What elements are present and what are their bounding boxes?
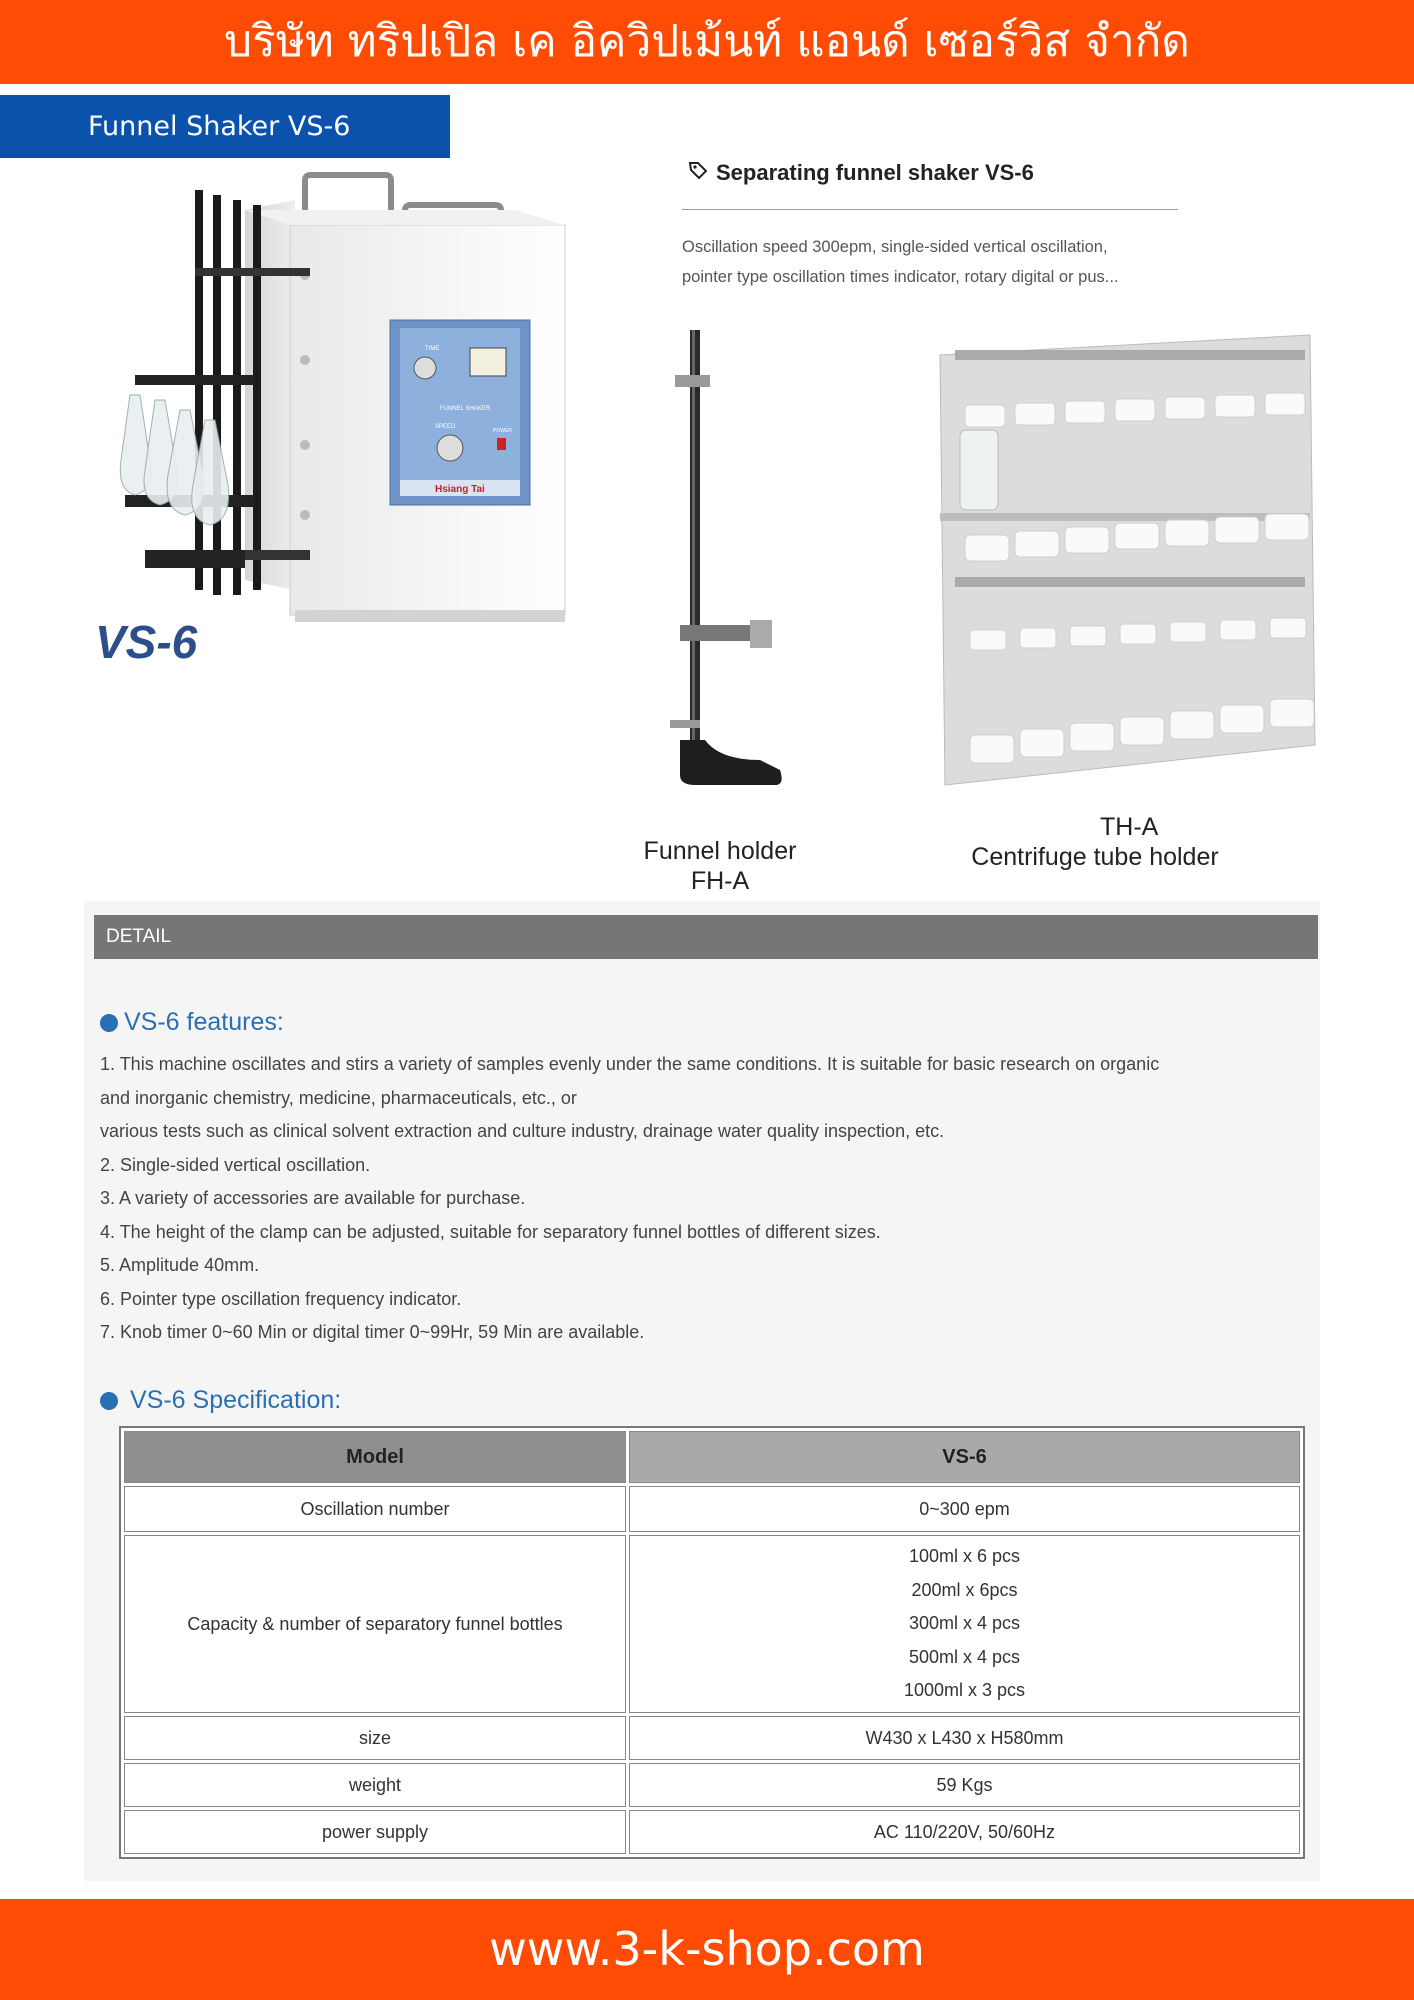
feature-line: 2. Single-sided vertical oscillation. — [100, 1154, 371, 1175]
table-row — [124, 1763, 1300, 1807]
spec-value: 0~300 epm — [629, 1486, 1300, 1532]
funnel-holder-image — [650, 320, 800, 800]
spec-value: W430 x L430 x H580mm — [629, 1716, 1300, 1760]
table-row — [124, 1716, 1300, 1760]
detail-bar: DETAIL — [94, 915, 1318, 959]
bullet-dot-icon — [100, 1014, 118, 1032]
spec-header-vs6: VS-6 — [629, 1431, 1300, 1483]
spec-value: 200ml x 6pcs — [911, 1579, 1018, 1600]
tag-icon — [688, 160, 708, 186]
features-list — [100, 1048, 1320, 1350]
funnel-holder-code: FH-A — [690, 867, 750, 895]
card-desc-line1: Oscillation speed 300epm, single-sided vertical oscillation, — [682, 238, 1108, 256]
spec-header-row — [124, 1431, 1300, 1483]
tube-holder-code: TH-A — [1100, 813, 1159, 841]
feature-line: 7. Knob timer 0~60 Min or digital timer 0~99Hr, 59 Min are available. — [100, 1322, 645, 1342]
spec-label: weight — [124, 1763, 626, 1807]
spec-value: 59 Kgs — [629, 1763, 1300, 1807]
tube-holder-image — [930, 325, 1320, 795]
feature-line: various tests such as clinical solvent extraction and culture industry, drainage water quality inspection, etc. — [100, 1121, 945, 1141]
card-description — [682, 232, 1182, 292]
panel-speed-label: SPEED — [435, 424, 456, 430]
brand-logo: Hsiang Tai — [435, 484, 485, 495]
tube-holder-caption — [960, 812, 1230, 872]
feature-line: 3. A variety of accessories are available for purchase. — [100, 1188, 526, 1208]
tube-holder-name: Centrifuge tube holder — [971, 843, 1219, 871]
feature-line: 6. Pointer type oscillation frequency indicator. — [100, 1288, 462, 1309]
bullet-dot-icon — [100, 1392, 118, 1410]
panel-time-label: TIME — [425, 346, 440, 352]
funnel-holder-caption — [620, 836, 820, 896]
card-desc-line2: pointer type oscillation times indicator, rotary digital or pus... — [682, 268, 1119, 286]
panel-title: FUNNEL SHAKER — [440, 406, 491, 412]
spec-heading-text: VS-6 Specification: — [130, 1386, 342, 1414]
spec-value-list — [629, 1535, 1300, 1713]
card-title: Separating funnel shaker VS-6 — [716, 160, 1034, 185]
spec-label: size — [124, 1716, 626, 1760]
panel-power-label: POWER — [493, 428, 512, 434]
feature-line: and inorganic chemistry, medicine, pharmaceuticals, etc., or — [100, 1087, 577, 1108]
spec-value: 500ml x 4 pcs — [908, 1646, 1021, 1667]
features-heading-text: VS-6 features: — [124, 1008, 284, 1036]
spec-label: Capacity & number of separatory funnel bottles — [124, 1535, 626, 1713]
spec-label: power supply — [124, 1810, 626, 1854]
feature-line: 4. The height of the clamp can be adjusted, suitable for separatory funnel bottles of different sizes. — [100, 1221, 881, 1242]
card-divider — [682, 209, 1178, 210]
spec-header-model: Model — [124, 1431, 626, 1483]
shaker-image — [95, 170, 595, 690]
spec-heading — [100, 1386, 341, 1415]
spec-value: 100ml x 6 pcs — [908, 1546, 1021, 1567]
product-tab: Funnel Shaker VS-6 — [0, 95, 450, 158]
website-link[interactable]: www.3-k-shop.com — [0, 1899, 1414, 2000]
vs6-logo-text: VS-6 — [95, 616, 198, 668]
feature-line: 5. Amplitude 40mm. — [100, 1255, 260, 1275]
feature-line: 1. This machine oscillates and stirs a variety of samples evenly under the same conditions. It is suitable for basic research on organic — [100, 1054, 1160, 1074]
spec-table — [119, 1426, 1305, 1859]
spec-label: Oscillation number — [124, 1486, 626, 1532]
spec-value: AC 110/220V, 50/60Hz — [629, 1810, 1300, 1854]
spec-value: 1000ml x 3 pcs — [903, 1680, 1026, 1701]
table-row — [124, 1486, 1300, 1532]
spec-value: 300ml x 4 pcs — [908, 1613, 1021, 1634]
company-banner: บริษัท ทริปเปิล เค อิควิปเม้นท์ แอนด์ เซอร์วิส จำกัด — [0, 0, 1414, 84]
funnel-holder-name: Funnel holder — [643, 837, 797, 865]
card-title-row — [688, 160, 1034, 186]
table-row — [124, 1810, 1300, 1854]
table-row — [124, 1535, 1300, 1713]
features-heading — [100, 1008, 284, 1037]
